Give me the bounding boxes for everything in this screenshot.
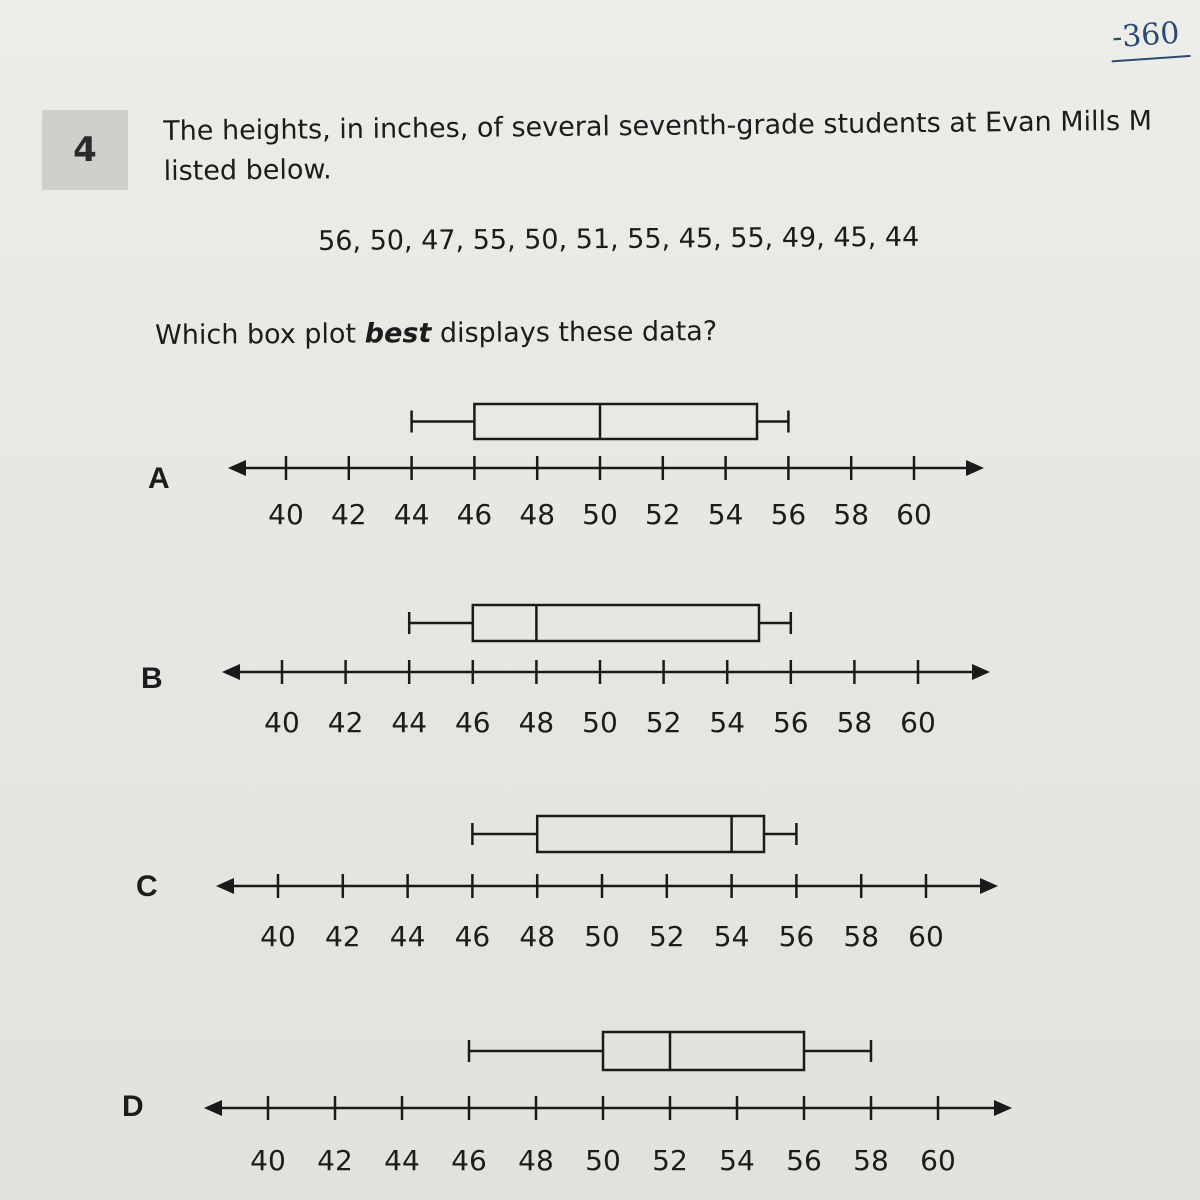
tick-label-b: 60 (900, 706, 936, 739)
tick-label-a: 56 (770, 498, 807, 531)
choice-label-c[interactable]: C (136, 870, 158, 903)
prompt-start: Which box plot (155, 318, 365, 351)
prompt-end: displays these data? (431, 316, 718, 350)
tick-label-b: 52 (645, 706, 682, 739)
choice-label-d[interactable]: D (122, 1090, 144, 1123)
tick-label-a: 52 (644, 498, 681, 531)
box-iqr-a (474, 404, 757, 439)
handwritten-subtraction: -360 (1110, 15, 1181, 56)
tick-label-a: 60 (896, 498, 932, 531)
tick-label-d: 44 (384, 1144, 420, 1177)
tick-label-a: 48 (519, 498, 556, 531)
tick-label-a: 58 (833, 498, 870, 531)
tick-label-a: 40 (268, 498, 304, 531)
box-iqr-b (473, 605, 759, 641)
tick-label-c: 48 (519, 920, 556, 953)
arrowhead-left-icon (228, 460, 246, 476)
prompt-emphasis: best (364, 318, 432, 350)
tick-label-c: 52 (648, 920, 685, 953)
tick-label-b: 46 (454, 706, 491, 739)
arrowhead-right-icon (980, 878, 998, 894)
tick-label-c: 46 (454, 920, 491, 953)
question-line-2: listed below. (163, 154, 332, 187)
tick-label-d: 40 (250, 1144, 286, 1177)
choice-label-a[interactable]: A (148, 462, 170, 495)
tick-label-b: 56 (772, 706, 809, 739)
tick-label-b: 54 (709, 706, 746, 739)
tick-label-c: 40 (260, 920, 296, 953)
tick-label-b: 44 (391, 706, 428, 739)
arrowhead-right-icon (994, 1100, 1012, 1116)
tick-label-d: 54 (719, 1144, 755, 1177)
tick-label-d: 50 (585, 1144, 621, 1177)
tick-label-b: 48 (518, 706, 555, 739)
tick-label-b: 50 (582, 706, 618, 739)
arrowhead-right-icon (966, 460, 984, 476)
tick-label-a: 46 (456, 498, 493, 531)
tick-label-c: 56 (778, 920, 815, 953)
tick-label-c: 44 (389, 920, 426, 953)
arrowhead-left-icon (216, 878, 234, 894)
tick-label-d: 42 (317, 1144, 353, 1177)
arrowhead-left-icon (204, 1100, 222, 1116)
tick-label-c: 54 (713, 920, 750, 953)
tick-label-c: 60 (908, 920, 944, 953)
box-iqr-c (537, 816, 764, 852)
arrowhead-left-icon (222, 664, 240, 680)
tick-label-d: 48 (518, 1144, 554, 1177)
tick-label-d: 52 (652, 1144, 688, 1177)
tick-label-d: 60 (920, 1144, 956, 1177)
tick-label-b: 40 (264, 706, 300, 739)
tick-label-b: 58 (836, 706, 873, 739)
tick-label-a: 44 (393, 498, 430, 531)
tick-label-d: 56 (786, 1144, 822, 1177)
box-iqr-d (603, 1032, 804, 1070)
arrowhead-right-icon (972, 664, 990, 680)
question-line-1: The heights, in inches, of several seventh-grade students at Evan Mills M (163, 105, 1153, 147)
tick-label-a: 54 (707, 498, 744, 531)
tick-label-c: 50 (584, 920, 620, 953)
tick-label-b: 42 (327, 706, 364, 739)
tick-label-c: 42 (324, 920, 361, 953)
tick-label-a: 50 (582, 498, 618, 531)
tick-label-d: 46 (451, 1144, 487, 1177)
tick-label-d: 58 (853, 1144, 889, 1177)
tick-label-a: 42 (330, 498, 367, 531)
data-values: 56, 50, 47, 55, 50, 51, 55, 45, 55, 49, 45, 44 (318, 221, 920, 257)
question-number: 4 (42, 110, 128, 190)
tick-label-c: 58 (843, 920, 880, 953)
choice-label-b[interactable]: B (141, 662, 163, 695)
